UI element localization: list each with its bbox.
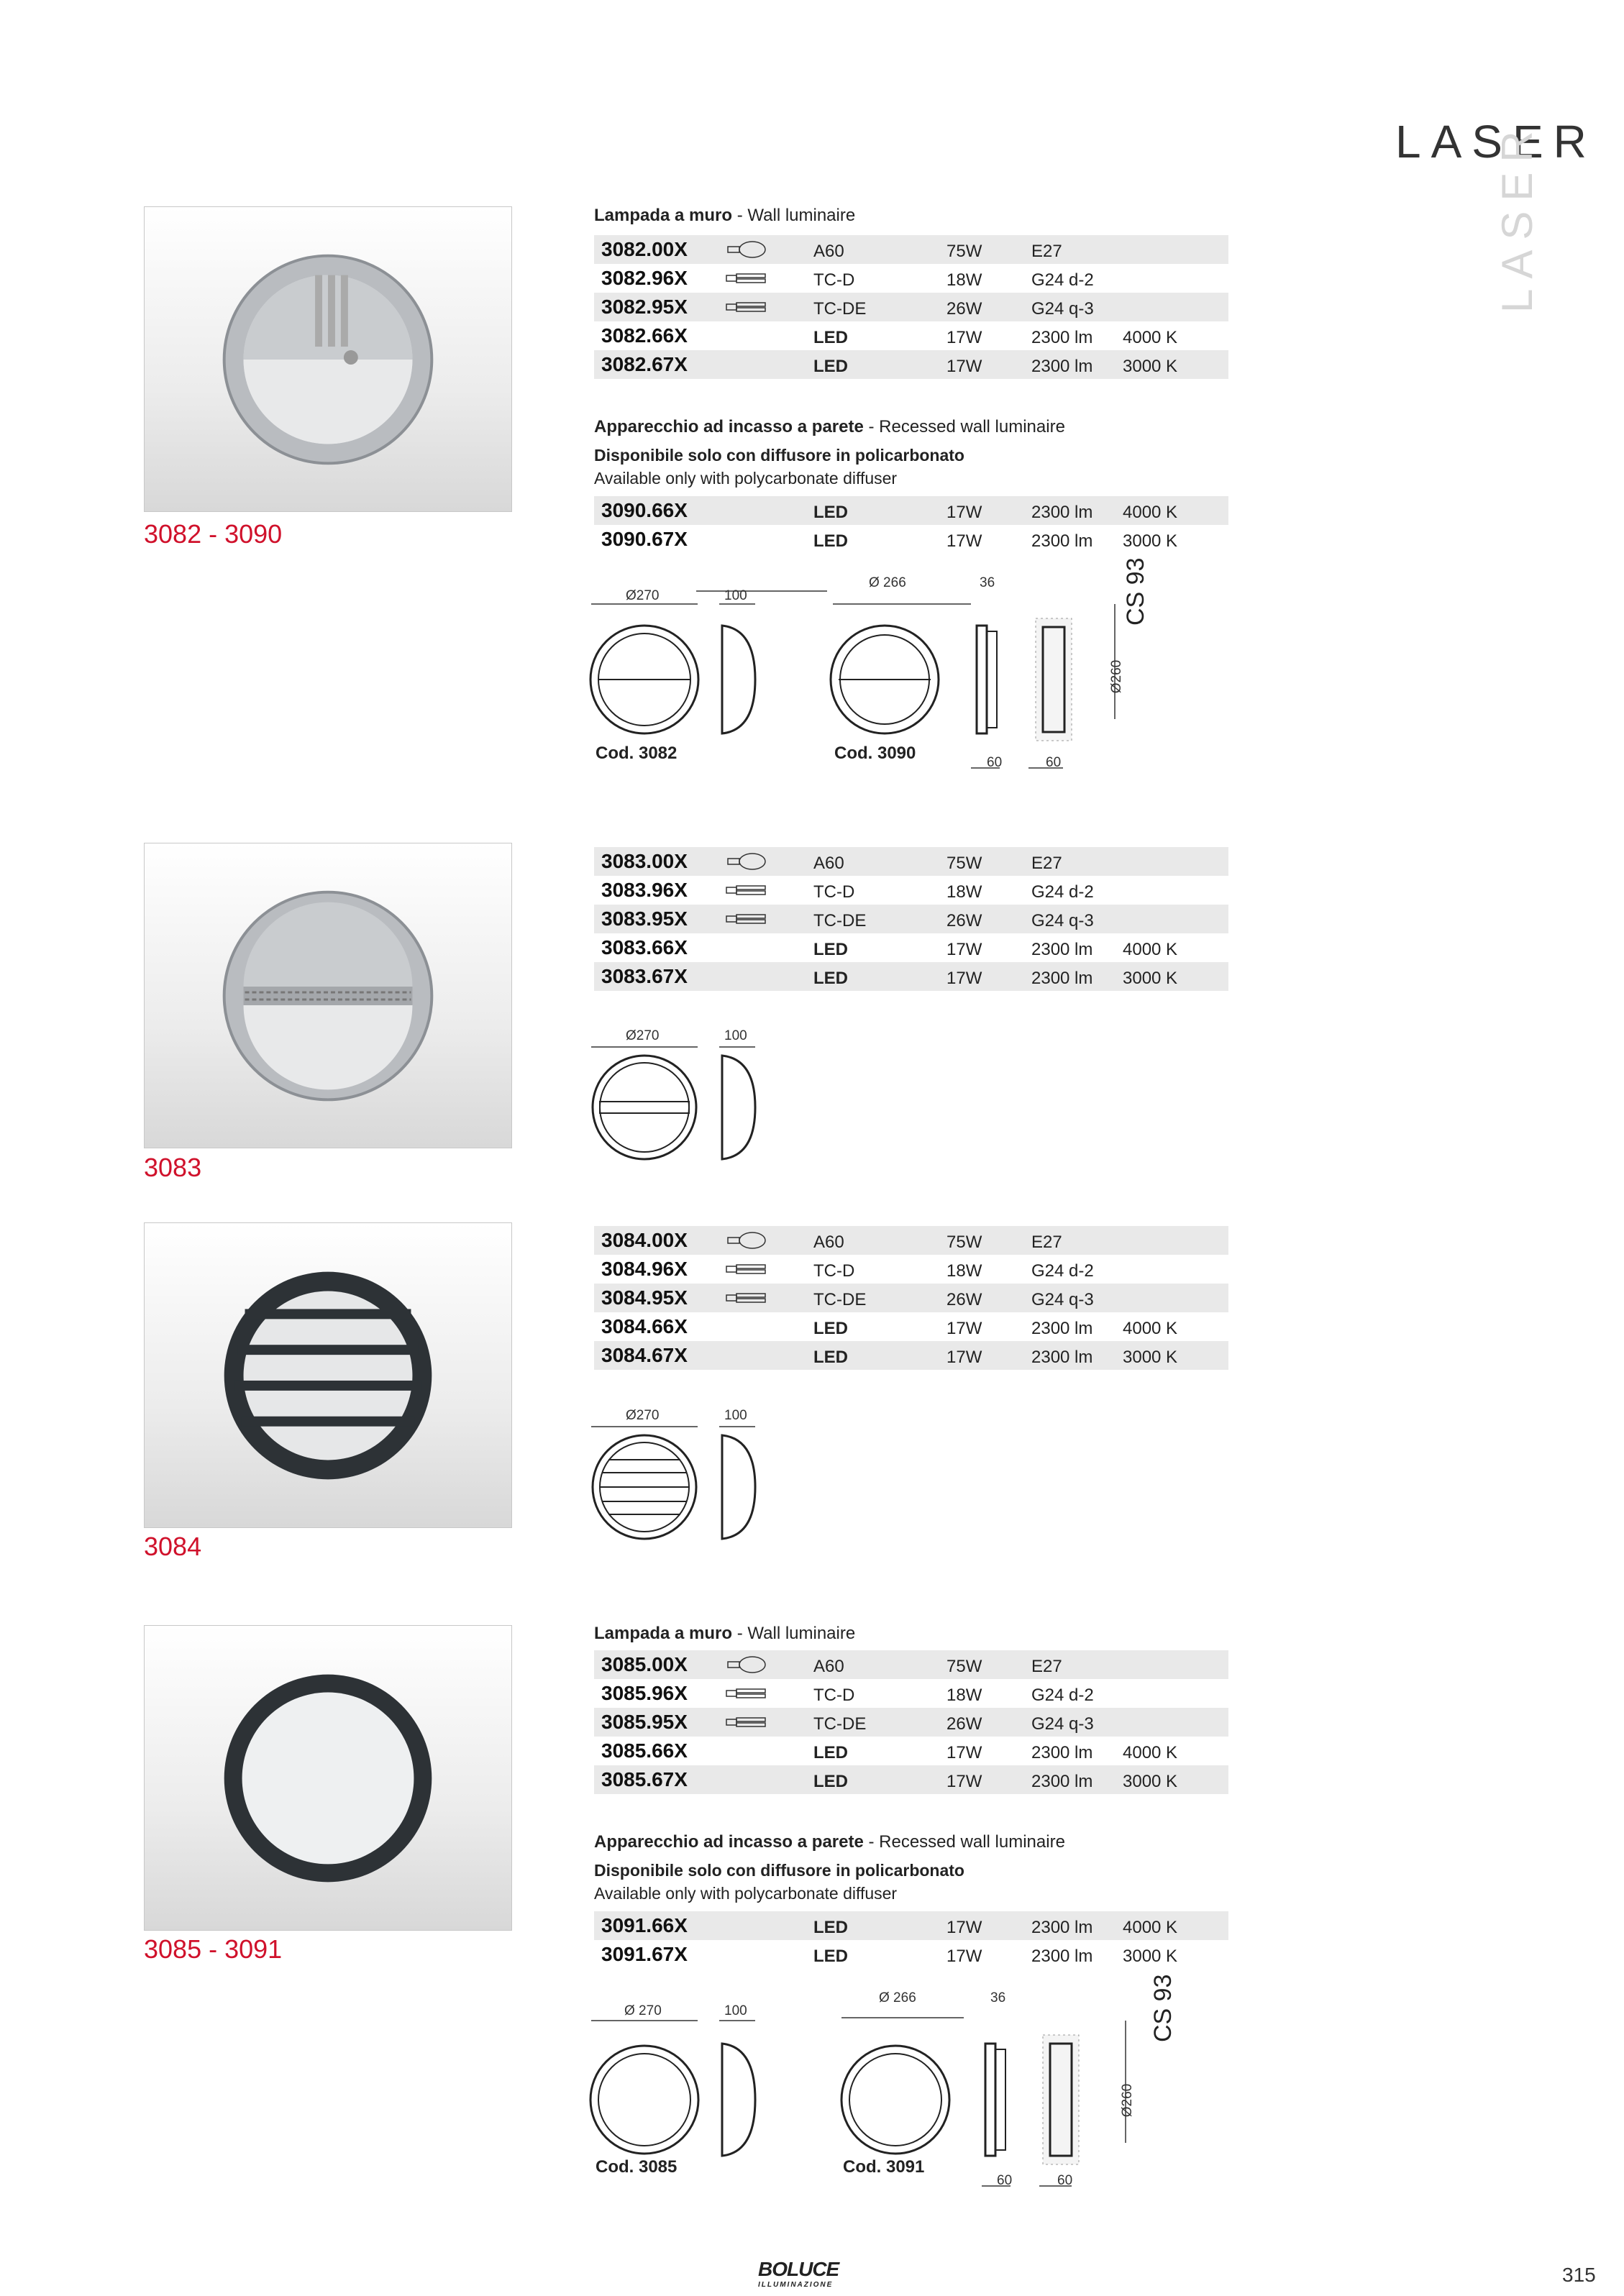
dim-depth: 100 bbox=[724, 2003, 747, 2018]
recessed-note-it: Disponibile solo con diffusore in policarbonato bbox=[594, 446, 964, 465]
table-row: 3090.66X LED 17W 2300 lm 4000 K bbox=[594, 496, 1228, 525]
recessed-table-3090 bbox=[594, 496, 1228, 554]
product-code-label: 3085 - 3091 bbox=[144, 1934, 283, 1964]
table-row: 3085.66X LED 17W 2300 lm 4000 K bbox=[601, 1739, 1178, 1762]
table-row: 3084.66X LED 17W 2300 lm 4000 K bbox=[601, 1315, 1178, 1338]
table-row: 3083.95X TC-DE 26W G24 q-3 bbox=[594, 905, 1228, 933]
brand-logo: BOLUCE ILLUMINAZIONE bbox=[758, 2258, 839, 2289]
product-photo-3085 bbox=[144, 1625, 512, 1931]
drawing-code-2: Cod. 3091 bbox=[843, 2157, 925, 2177]
product-table-3083 bbox=[594, 847, 1228, 991]
product-photo-3083 bbox=[144, 843, 512, 1148]
dim-60-a: 60 bbox=[997, 2173, 1013, 2188]
table-row: 3082.67X LED 17W 2300 lm 3000 K bbox=[594, 350, 1228, 379]
table-row: 3090.67X LED 17W 2300 lm 3000 K bbox=[601, 528, 1178, 551]
table-row: 3082.96X TC-D 18W G24 d-2 bbox=[601, 267, 1094, 290]
table-row: 3082.00X A60 75W E27 bbox=[594, 235, 1228, 264]
page-header-vertical: LASER bbox=[1493, 121, 1541, 313]
product-code-label: 3084 bbox=[144, 1532, 202, 1561]
table-row: 3083.00X A60 75W E27 bbox=[594, 847, 1228, 876]
bulb-tcde-icon bbox=[724, 1288, 770, 1308]
bulb-tcd-icon bbox=[724, 880, 770, 900]
table-row: 3082.66X LED 17W 2300 lm 4000 K bbox=[601, 324, 1178, 347]
bulb-tcd-icon bbox=[724, 268, 770, 288]
table-row: 3082.95X TC-DE 26W G24 q-3 bbox=[594, 293, 1228, 321]
table-row: 3091.66X LED 17W 2300 lm 4000 K bbox=[594, 1911, 1228, 1940]
product-photo-3084 bbox=[144, 1222, 512, 1528]
dim-diameter: Ø270 bbox=[626, 588, 660, 603]
page-number: 315 bbox=[1562, 2264, 1596, 2286]
table-row: 3084.00X A60 75W E27 bbox=[594, 1226, 1228, 1255]
drawing-code-2: Cod. 3090 bbox=[834, 744, 916, 763]
product-code-label: 3083 bbox=[144, 1153, 202, 1182]
table-row: 3083.96X TC-D 18W G24 d-2 bbox=[601, 879, 1094, 902]
dim-60-b: 60 bbox=[1046, 755, 1062, 770]
cs-label: CS 93 bbox=[1122, 557, 1149, 626]
bulb-tcd-icon bbox=[724, 1683, 770, 1703]
table-row: 3085.00X A60 75W E27 bbox=[594, 1650, 1228, 1679]
table-row: 3085.95X TC-DE 26W G24 q-3 bbox=[594, 1708, 1228, 1737]
dim-depth: 100 bbox=[724, 588, 747, 603]
table-row: 3083.67X LED 17W 2300 lm 3000 K bbox=[594, 962, 1228, 991]
product-photo-3082 bbox=[144, 206, 512, 512]
product-table-3084 bbox=[594, 1226, 1228, 1370]
recessed-note-en: Available only with polycarbonate diffuser bbox=[594, 469, 898, 488]
bulb-a60-icon bbox=[724, 1230, 770, 1250]
bulb-a60-icon bbox=[724, 239, 770, 260]
table-row: 3085.96X TC-D 18W G24 d-2 bbox=[601, 1682, 1094, 1705]
table-row: 3091.67X LED 17W 2300 lm 3000 K bbox=[601, 1943, 1178, 1966]
section-caption: Lampada a muro - Wall luminaire bbox=[594, 1624, 856, 1643]
dim-diameter-recessed: Ø 266 bbox=[879, 1990, 916, 2005]
recessed-note-it: Disponibile solo con diffusore in policarbonato bbox=[594, 1861, 964, 1880]
dim-60-b: 60 bbox=[1057, 2173, 1073, 2188]
bulb-tcd-icon bbox=[724, 1259, 770, 1279]
dim-diameter: Ø270 bbox=[626, 1028, 660, 1043]
recessed-caption: Apparecchio ad incasso a parete - Recessed wall luminaire bbox=[594, 1832, 1065, 1852]
bulb-a60-icon bbox=[724, 1655, 770, 1675]
dim-cut-diameter: Ø260 bbox=[1120, 2083, 1136, 2118]
bulb-tcde-icon bbox=[724, 909, 770, 929]
dim-depth-recessed: 36 bbox=[990, 1990, 1006, 2005]
dim-diameter-recessed: Ø 266 bbox=[869, 575, 906, 590]
dim-depth-recessed: 36 bbox=[980, 575, 995, 590]
page-header-title: LASER bbox=[1395, 116, 1597, 168]
bulb-tcde-icon bbox=[724, 1712, 770, 1732]
table-row: 3083.66X LED 17W 2300 lm 4000 K bbox=[601, 936, 1178, 959]
dim-diameter: Ø270 bbox=[626, 1408, 660, 1423]
dim-60-a: 60 bbox=[987, 755, 1003, 770]
dim-diameter: Ø 270 bbox=[624, 2003, 662, 2018]
recessed-table-3091 bbox=[594, 1911, 1228, 1969]
bulb-a60-icon bbox=[724, 851, 770, 872]
drawing-code-1: Cod. 3085 bbox=[596, 2157, 678, 2177]
table-row: 3084.96X TC-D 18W G24 d-2 bbox=[601, 1258, 1094, 1281]
product-table-3085 bbox=[594, 1650, 1228, 1794]
recessed-caption: Apparecchio ad incasso a parete - Recessed wall luminaire bbox=[594, 417, 1065, 436]
drawing-code-1: Cod. 3082 bbox=[596, 744, 678, 763]
cs-label: CS 93 bbox=[1149, 1974, 1177, 2042]
dim-depth: 100 bbox=[724, 1408, 747, 1423]
product-code-label: 3082 - 3090 bbox=[144, 519, 283, 549]
product-table-3082 bbox=[594, 235, 1228, 379]
dim-depth: 100 bbox=[724, 1028, 747, 1043]
table-row: 3084.95X TC-DE 26W G24 q-3 bbox=[594, 1284, 1228, 1312]
dim-cut-diameter: Ø260 bbox=[1109, 659, 1125, 694]
bulb-tcde-icon bbox=[724, 297, 770, 317]
section-caption: Lampada a muro - Wall luminaire bbox=[594, 206, 856, 225]
table-row: 3085.67X LED 17W 2300 lm 3000 K bbox=[594, 1765, 1228, 1794]
table-row: 3084.67X LED 17W 2300 lm 3000 K bbox=[594, 1341, 1228, 1370]
recessed-note-en: Available only with polycarbonate diffuser bbox=[594, 1884, 898, 1903]
